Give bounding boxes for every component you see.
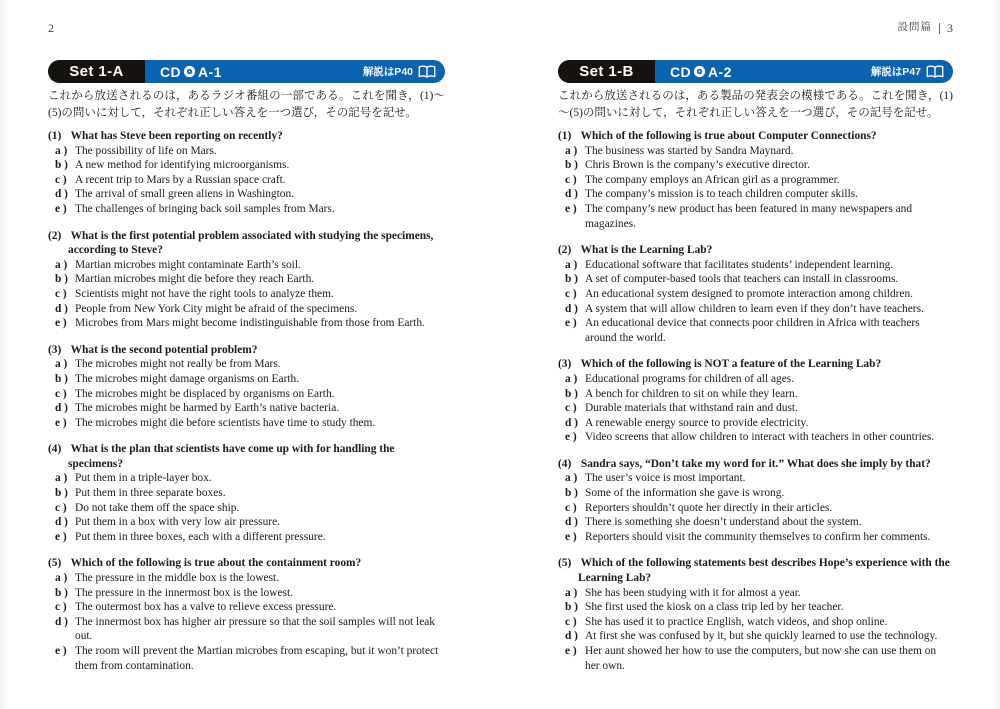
option-row bbox=[48, 530, 445, 545]
option-text: The outermost box has a valve to relieve excess pressure. bbox=[75, 601, 337, 614]
question-block bbox=[48, 442, 445, 544]
option-row bbox=[48, 644, 445, 673]
option-text: The microbes might be displaced by organisms on Earth. bbox=[75, 387, 335, 400]
question-text bbox=[558, 457, 953, 472]
option-row bbox=[48, 173, 445, 188]
option-text: Video screens that allow children to interact with teachers in other countries. bbox=[585, 431, 935, 444]
option-label: c ) bbox=[55, 501, 67, 514]
page-right bbox=[558, 0, 953, 685]
option-row bbox=[48, 272, 445, 287]
page-number: 3 bbox=[947, 21, 953, 35]
question-title: What is the first potential problem associated with studying the specimens, according to Steve? bbox=[68, 229, 434, 257]
option-text: Put them in a triple-layer box. bbox=[75, 472, 212, 485]
option-row bbox=[558, 173, 953, 188]
set-badge: Set 1-A bbox=[48, 60, 145, 83]
option-text: Some of the information she gave is wrong. bbox=[585, 487, 785, 500]
question-block bbox=[48, 229, 445, 331]
option-row bbox=[48, 416, 445, 431]
option-row bbox=[48, 372, 445, 387]
question-number: (3) bbox=[48, 343, 62, 356]
option-label: b ) bbox=[565, 601, 578, 614]
option-list bbox=[558, 372, 953, 445]
option-list bbox=[558, 258, 953, 346]
option-row bbox=[48, 316, 445, 331]
question-text bbox=[558, 357, 953, 372]
question-number: (1) bbox=[48, 130, 62, 142]
option-label: c ) bbox=[55, 387, 67, 400]
question-number: (2) bbox=[48, 229, 62, 242]
question-block bbox=[558, 556, 953, 673]
option-row bbox=[48, 287, 445, 302]
section-label: 設問篇 bbox=[897, 22, 932, 33]
intro-text: これから放送されるのは，ある製品の発表会の模様である。これを聞き，(1)～(5)の問いに対して，それぞれ正しい答えを一つ選び，その記号を記せ。 bbox=[558, 90, 953, 119]
question-title: What has Steve been reporting on recently? bbox=[70, 130, 283, 142]
option-list bbox=[48, 471, 445, 544]
option-text: Put them in a box with very low air pressure. bbox=[75, 516, 280, 529]
option-row bbox=[48, 158, 445, 173]
cd-disc-icon bbox=[693, 65, 706, 78]
option-row bbox=[558, 144, 953, 159]
question-title: Which of the following is true about the containment room? bbox=[70, 557, 362, 570]
cd-track-label: A-2 bbox=[708, 63, 732, 80]
option-list bbox=[558, 586, 953, 674]
option-label: b ) bbox=[565, 273, 578, 286]
option-row bbox=[558, 629, 953, 644]
option-text: The business was started by Sandra Maynard. bbox=[585, 144, 794, 157]
option-label: d ) bbox=[565, 416, 578, 429]
option-label: b ) bbox=[55, 159, 68, 172]
option-row bbox=[558, 202, 953, 231]
cd-disc-icon bbox=[183, 65, 196, 78]
option-text: The company’s mission is to teach children computer skills. bbox=[585, 188, 859, 201]
option-label: a ) bbox=[55, 358, 68, 371]
question-block bbox=[48, 343, 445, 431]
explain-reference bbox=[363, 64, 445, 79]
option-text: Educational software that facilitates students’ independent learning. bbox=[585, 258, 894, 271]
option-row bbox=[48, 501, 445, 516]
option-row bbox=[48, 401, 445, 416]
option-label: c ) bbox=[565, 402, 577, 415]
question-text bbox=[48, 129, 445, 144]
question-block bbox=[48, 556, 445, 673]
option-label: e ) bbox=[565, 645, 577, 657]
option-label: a ) bbox=[565, 586, 578, 599]
option-text: The pressure in the innermost box is the lowest. bbox=[75, 586, 293, 599]
option-text: A recent trip to Mars by a Russian space craft. bbox=[75, 173, 286, 186]
option-text: The microbes might not really be from Mars. bbox=[75, 358, 281, 371]
question-title: Which of the following statements best describes Hope’s experience with the Learning Lab? bbox=[578, 557, 950, 585]
question-number: (3) bbox=[558, 358, 572, 371]
option-label: c ) bbox=[565, 173, 577, 186]
option-row bbox=[558, 302, 953, 317]
option-label: e ) bbox=[55, 416, 67, 429]
question-block bbox=[558, 129, 953, 231]
option-text: A new method for identifying microorganisms. bbox=[75, 159, 290, 172]
option-row bbox=[558, 515, 953, 530]
set-header-bar bbox=[48, 60, 445, 83]
question-list bbox=[558, 129, 953, 673]
option-label: b ) bbox=[55, 273, 68, 286]
question-list bbox=[48, 129, 445, 673]
option-text: The room will prevent the Martian microbes from escaping, but it won’t protect them from contamination. bbox=[75, 645, 439, 672]
question-text bbox=[558, 129, 953, 144]
option-text: The innermost box has higher air pressure so that the soil samples will not leak out. bbox=[75, 615, 435, 643]
option-row bbox=[48, 586, 445, 601]
option-label: d ) bbox=[565, 630, 578, 643]
option-text: The microbes might damage organisms on Earth. bbox=[75, 372, 300, 385]
option-label: c ) bbox=[565, 287, 577, 300]
question-number: (4) bbox=[48, 443, 62, 456]
explain-reference bbox=[871, 64, 953, 79]
option-list bbox=[48, 144, 445, 217]
option-text: Chris Brown is the company’s executive director. bbox=[585, 159, 810, 172]
open-book-icon bbox=[418, 65, 436, 79]
question-title: What is the second potential problem? bbox=[70, 343, 258, 356]
option-text: The pressure in the middle box is the lowest. bbox=[75, 572, 280, 585]
option-label: e ) bbox=[55, 645, 67, 657]
option-label: c ) bbox=[565, 501, 577, 514]
option-row bbox=[48, 302, 445, 317]
option-text: Martian microbes might contaminate Earth’s soil. bbox=[75, 258, 301, 271]
option-text: The company’s new product has been featured in many newspapers and magazines. bbox=[585, 202, 913, 230]
question-title: What is the plan that scientists have come up with for handling the specimens? bbox=[68, 443, 395, 470]
explain-label: 解説はP47 bbox=[870, 66, 921, 78]
explain-label: 解説はP40 bbox=[362, 66, 413, 78]
option-row bbox=[48, 187, 445, 202]
option-label: d ) bbox=[55, 402, 68, 415]
option-row bbox=[48, 515, 445, 530]
option-text: A system that will allow children to learn even if they don’t have teachers. bbox=[585, 302, 924, 315]
running-head-divider bbox=[939, 23, 940, 34]
option-label: a ) bbox=[565, 372, 578, 385]
option-label: c ) bbox=[55, 287, 67, 300]
option-row bbox=[48, 615, 445, 644]
question-title: What is the Learning Lab? bbox=[580, 244, 713, 257]
question-number: (5) bbox=[558, 557, 572, 570]
option-text: The arrival of small green aliens in Washington. bbox=[75, 188, 295, 201]
open-book-icon bbox=[926, 65, 944, 79]
option-text: Durable materials that withstand rain and dust. bbox=[585, 402, 798, 415]
option-text: Do not take them off the space ship. bbox=[75, 501, 240, 514]
option-row bbox=[558, 486, 953, 501]
running-head-left bbox=[48, 20, 445, 36]
option-row bbox=[558, 272, 953, 287]
option-list bbox=[558, 471, 953, 544]
option-label: c ) bbox=[55, 173, 67, 186]
cd-track-label: A-1 bbox=[198, 63, 222, 80]
option-row bbox=[558, 600, 953, 615]
page-left bbox=[48, 0, 445, 685]
option-text: An educational system designed to promote interaction among children. bbox=[585, 287, 914, 300]
option-row bbox=[558, 316, 953, 345]
option-label: d ) bbox=[55, 302, 68, 315]
option-label: b ) bbox=[565, 387, 578, 400]
cd-label: CD bbox=[670, 63, 692, 80]
set-badge: Set 1-B bbox=[558, 60, 655, 83]
option-row bbox=[48, 144, 445, 159]
option-list bbox=[48, 357, 445, 430]
option-text: Reporters should visit the community themselves to confirm her comments. bbox=[585, 530, 931, 543]
option-row bbox=[558, 615, 953, 630]
option-label: a ) bbox=[55, 258, 68, 271]
option-label: a ) bbox=[565, 144, 578, 157]
option-text: Microbes from Mars might become indistinguishable from those from Earth. bbox=[75, 317, 425, 330]
option-text: The user’s voice is most important. bbox=[585, 472, 746, 485]
page-number: 2 bbox=[48, 21, 54, 35]
option-text: Reporters shouldn’t quote her directly in their articles. bbox=[585, 501, 833, 514]
option-row bbox=[558, 187, 953, 202]
option-text: At first she was confused by it, but she quickly learned to use the technology. bbox=[585, 630, 938, 643]
option-label: a ) bbox=[565, 258, 578, 271]
option-label: e ) bbox=[565, 202, 577, 215]
option-label: e ) bbox=[565, 530, 577, 543]
option-row bbox=[558, 258, 953, 273]
option-text: She first used the kiosk on a class trip led by her teacher. bbox=[585, 601, 844, 614]
option-label: d ) bbox=[55, 615, 68, 628]
option-row bbox=[558, 158, 953, 173]
option-label: a ) bbox=[565, 472, 578, 485]
option-row bbox=[558, 387, 953, 402]
option-row bbox=[558, 416, 953, 431]
option-text: Her aunt showed her how to use the computers, but now she can use them on her own. bbox=[585, 645, 937, 672]
option-label: e ) bbox=[55, 202, 67, 215]
question-block bbox=[48, 129, 445, 217]
option-row bbox=[48, 357, 445, 372]
option-label: d ) bbox=[565, 302, 578, 315]
option-label: c ) bbox=[565, 615, 577, 628]
option-label: d ) bbox=[55, 188, 68, 201]
question-title: Sandra says, “Don’t take my word for it.” What does she imply by that? bbox=[580, 457, 931, 470]
option-label: b ) bbox=[55, 487, 68, 500]
question-text bbox=[48, 343, 445, 358]
option-row bbox=[558, 471, 953, 486]
question-title: Which of the following is NOT a feature of the Learning Lab? bbox=[580, 358, 882, 371]
option-row bbox=[558, 501, 953, 516]
option-row bbox=[558, 430, 953, 445]
option-text: There is something she doesn’t understand about the system. bbox=[585, 516, 862, 529]
option-row bbox=[48, 258, 445, 273]
option-list bbox=[48, 571, 445, 673]
option-text: Martian microbes might die before they reach Earth. bbox=[75, 273, 315, 286]
option-label: c ) bbox=[55, 601, 67, 614]
question-text bbox=[558, 243, 953, 258]
set-header-bar bbox=[558, 60, 953, 83]
running-head-right bbox=[558, 20, 953, 36]
intro-text: これから放送されるのは，あるラジオ番組の一部である。これを聞き，(1)～(5)の問いに対して，それぞれ正しい答えを一つ選び，その記号を記せ。 bbox=[48, 90, 445, 119]
question-title: Which of the following is true about Computer Connections? bbox=[580, 130, 877, 142]
option-text: An educational device that connects poor children in Africa with teachers around the world. bbox=[585, 317, 920, 344]
option-text: She has been studying with it for almost a year. bbox=[585, 586, 801, 599]
question-text bbox=[48, 229, 445, 258]
option-label: b ) bbox=[55, 372, 68, 385]
option-row bbox=[48, 387, 445, 402]
option-row bbox=[558, 586, 953, 601]
question-block bbox=[558, 457, 953, 545]
option-label: d ) bbox=[565, 188, 578, 201]
option-row bbox=[558, 287, 953, 302]
option-text: Put them in three boxes, each with a different pressure. bbox=[75, 530, 326, 543]
question-number: (5) bbox=[48, 557, 62, 570]
cd-track bbox=[160, 64, 222, 80]
option-text: Put them in three separate boxes. bbox=[75, 487, 226, 500]
option-text: People from New York City might be afraid of the specimens. bbox=[75, 302, 358, 315]
option-text: A set of computer-based tools that teachers can install in classrooms. bbox=[585, 273, 899, 286]
option-label: a ) bbox=[55, 472, 68, 485]
option-text: Educational programs for children of all ages. bbox=[585, 372, 795, 385]
option-label: a ) bbox=[55, 144, 68, 157]
option-label: e ) bbox=[565, 317, 577, 330]
option-text: The microbes might die before scientists have time to study them. bbox=[75, 416, 376, 429]
option-label: e ) bbox=[565, 431, 577, 444]
option-label: e ) bbox=[55, 317, 67, 330]
cd-label: CD bbox=[160, 63, 182, 80]
question-block bbox=[558, 243, 953, 345]
option-row bbox=[48, 471, 445, 486]
option-text: The possibility of life on Mars. bbox=[75, 144, 217, 157]
option-text: The challenges of bringing back soil samples from Mars. bbox=[75, 202, 335, 215]
option-text: The microbes might be harmed by Earth’s native bacteria. bbox=[75, 402, 340, 415]
option-row bbox=[558, 372, 953, 387]
option-text: A bench for children to sit on while they learn. bbox=[585, 387, 798, 400]
option-label: b ) bbox=[565, 487, 578, 500]
option-label: a ) bbox=[55, 572, 68, 585]
question-text bbox=[558, 556, 953, 585]
option-label: b ) bbox=[55, 586, 68, 599]
question-number: (4) bbox=[558, 457, 572, 470]
option-row bbox=[558, 644, 953, 673]
question-number: (1) bbox=[558, 130, 572, 142]
option-row bbox=[48, 600, 445, 615]
option-list bbox=[558, 144, 953, 232]
option-list bbox=[48, 258, 445, 331]
cd-track bbox=[670, 64, 732, 80]
option-text: A renewable energy source to provide electricity. bbox=[585, 416, 809, 429]
option-row bbox=[48, 202, 445, 217]
question-block bbox=[558, 357, 953, 445]
option-label: d ) bbox=[55, 516, 68, 529]
option-row bbox=[48, 486, 445, 501]
question-text bbox=[48, 556, 445, 571]
option-row bbox=[558, 401, 953, 416]
option-label: d ) bbox=[565, 516, 578, 529]
option-text: Scientists might not have the right tools to analyze them. bbox=[75, 287, 334, 300]
option-label: e ) bbox=[55, 530, 67, 543]
question-text bbox=[48, 442, 445, 471]
option-row bbox=[48, 571, 445, 586]
option-label: b ) bbox=[565, 159, 578, 172]
question-number: (2) bbox=[558, 244, 572, 257]
option-text: The company employs an African girl as a programmer. bbox=[585, 173, 840, 186]
option-row bbox=[558, 530, 953, 545]
option-text: She has used it to practice English, watch videos, and shop online. bbox=[585, 615, 888, 628]
